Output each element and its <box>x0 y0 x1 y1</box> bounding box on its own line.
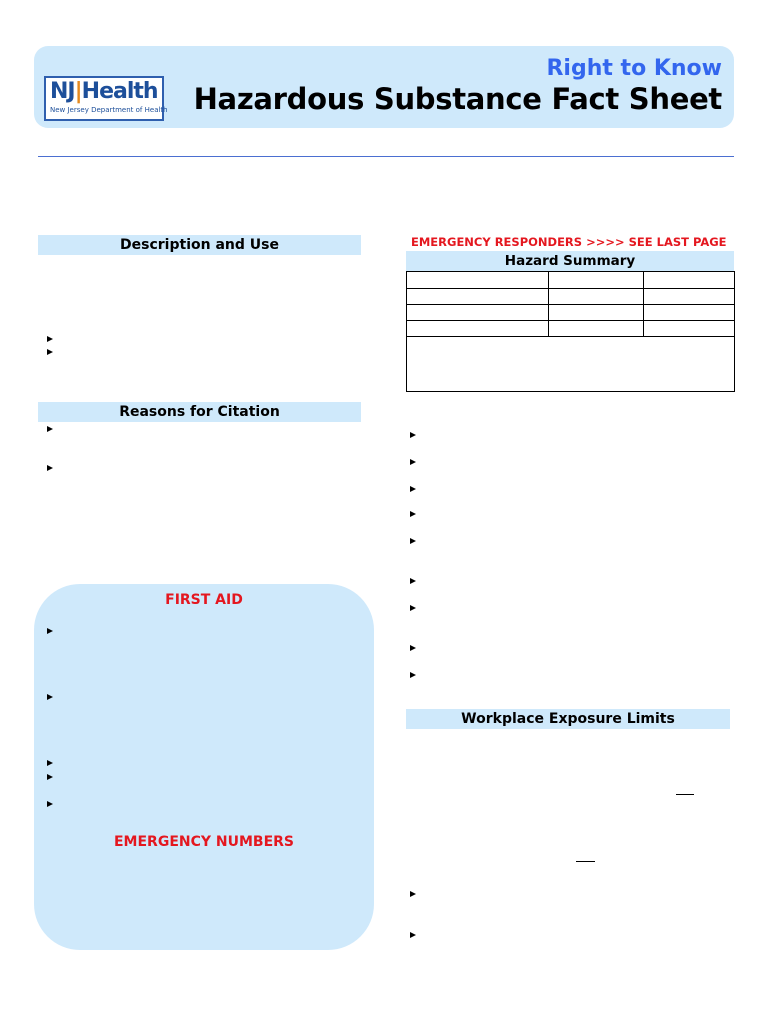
bullet-icon <box>410 486 416 492</box>
bullet-icon <box>410 932 416 938</box>
first-aid-heading: FIRST AID <box>165 592 243 608</box>
bullet-icon <box>410 672 416 678</box>
bullet-icon <box>410 511 416 517</box>
bullet-icon <box>47 349 53 355</box>
bullet-icon <box>410 891 416 897</box>
header-divider <box>38 156 734 157</box>
emergency-responders-notice: EMERGENCY RESPONDERS >>>> SEE LAST PAGE <box>411 235 727 249</box>
logo-health-text: Health <box>81 79 158 104</box>
bullet-icon <box>410 605 416 611</box>
right-to-know-label: Right to Know <box>546 56 722 81</box>
section-workplace-exposure-limits: Workplace Exposure Limits <box>406 709 730 729</box>
underline-mark <box>576 861 595 862</box>
section-hazard-summary: Hazard Summary <box>406 251 734 271</box>
bullet-icon <box>47 628 53 634</box>
section-description-and-use: Description and Use <box>38 235 361 255</box>
bullet-icon <box>410 645 416 651</box>
bullet-icon <box>410 538 416 544</box>
hazard-summary-table <box>406 271 735 392</box>
bullet-icon <box>410 432 416 438</box>
logo-subtitle: New Jersey Department of Health <box>50 106 168 114</box>
first-aid-panel <box>34 584 374 950</box>
bullet-icon <box>410 578 416 584</box>
section-reasons-for-citation: Reasons for Citation <box>38 402 361 422</box>
bullet-icon <box>47 336 53 342</box>
bullet-icon <box>47 465 53 471</box>
bullet-icon <box>47 801 53 807</box>
nj-health-logo: NJ|Health New Jersey Department of Health <box>44 76 164 121</box>
bullet-icon <box>47 426 53 432</box>
header-banner <box>34 46 734 128</box>
emergency-numbers-heading: EMERGENCY NUMBERS <box>113 834 294 850</box>
page-title: Hazardous Substance Fact Sheet <box>193 82 722 116</box>
underline-mark <box>676 794 694 795</box>
logo-nj-text: NJ <box>50 79 75 104</box>
bullet-icon <box>47 774 53 780</box>
bullet-icon <box>410 459 416 465</box>
bullet-icon <box>47 760 53 766</box>
bullet-icon <box>47 694 53 700</box>
